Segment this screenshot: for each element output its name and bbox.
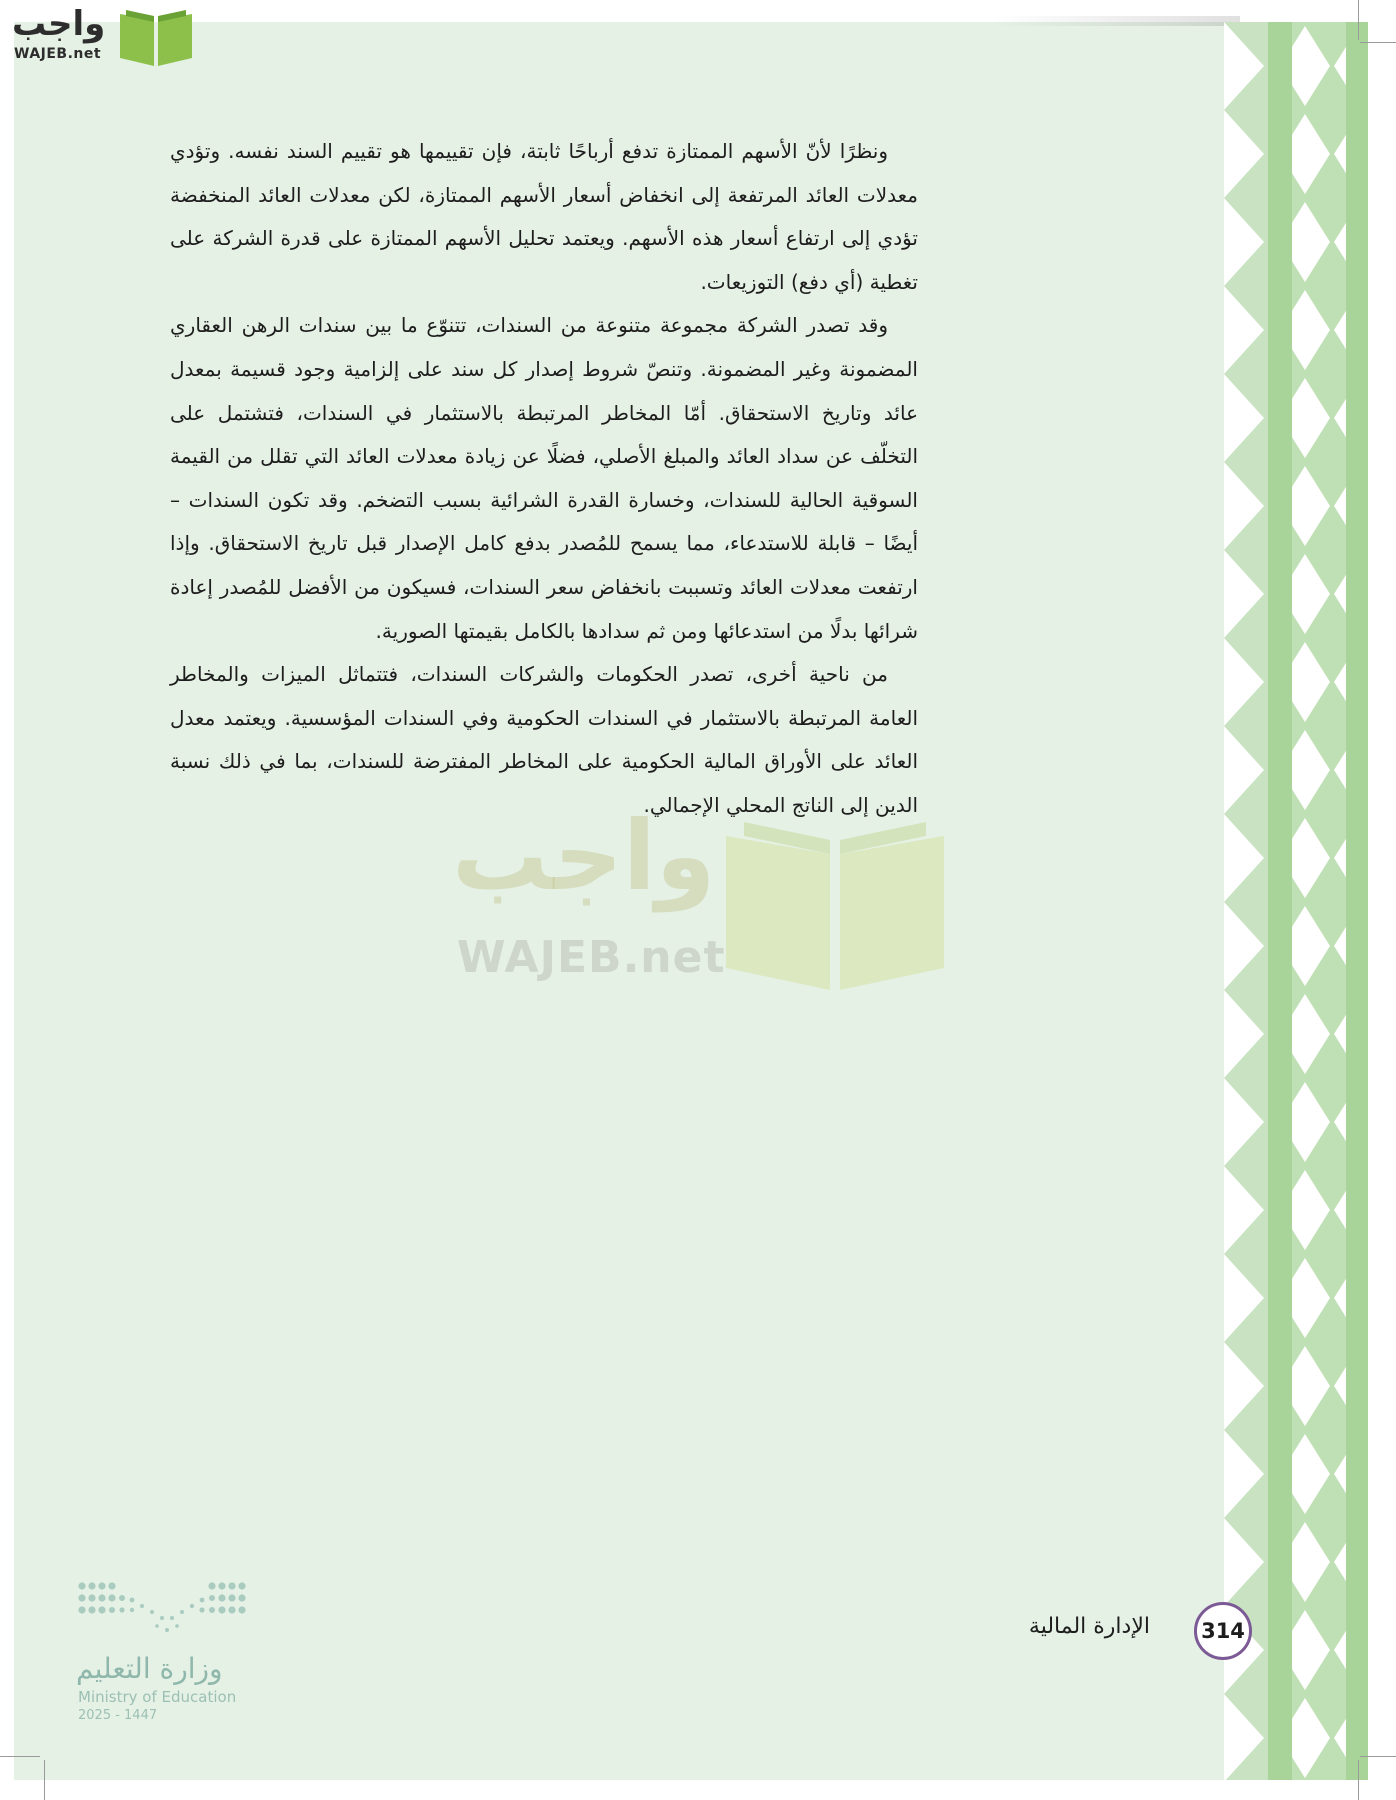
page-number: 314 xyxy=(1201,1619,1245,1643)
logo-english-text: WAJEB.net xyxy=(14,46,102,62)
crop-mark-top-right-v xyxy=(1358,0,1359,40)
body-text xyxy=(170,130,918,828)
open-book-icon xyxy=(116,6,196,68)
paragraph-government-bonds: من ناحية أخرى، تصدر الحكومات والشركات السندات، فتتماثل الميزات والمخاطر العامة المرتبطة بالاستثمار في السندات الحكومية وفي السندات المؤسسية. ويعتمد معدل العائد على الأوراق المالية الحكومية على المخاطر المفترضة للسندات، بما في ذلك نسبة الدين إلى الناتج المحلي الإجمالي. xyxy=(170,662,918,817)
ministry-logo xyxy=(76,1576,266,1736)
watermark-english-text: WAJEB.net xyxy=(457,932,726,983)
ministry-dots-emblem-icon xyxy=(76,1576,252,1646)
page-shadow xyxy=(990,16,1240,26)
ministry-year: 2025 - 1447 xyxy=(78,1708,158,1723)
book-title: الإدارة المالية xyxy=(1028,1614,1150,1639)
paragraph-corporate-bonds: وقد تصدر الشركة مجموعة متنوعة من السندات، تتنوّع ما بين سندات الرهن العقاري المضمونة وغير المضمونة. وتنصّ شروط إصدار كل سند على إلزامية وجود قسيمة بمعدل عائد وتاريخ الاستحقاق. أمّا المخاطر المرتبطة بالاستثمار في السندات، فتشتمل على التخلّف عن سداد العائد والمبلغ الأصلي، فضلًا عن زيادة معدلات العائد التي تقلل من القيمة السوقية الحالية للسندات، وخسارة القدرة الشرائية بسبب التضخم. وقد تكون السندات – أيضًا – قابلة للاستدعاء، مما يسمح للمُصدر بدفع كامل الإصدار قبل تاريخ الاستحقاق. وإذا ارتفعت معدلات العائد وتسببت بانخفاض سعر السندات، فسيكون من الأفضل للمُصدر إعادة شرائها بدلًا من استدعائها ومن ثم سدادها بالكامل بقيمتها الصورية. xyxy=(170,313,918,643)
ministry-english-name: Ministry of Education xyxy=(78,1688,237,1706)
crop-mark-bottom-left-h xyxy=(0,1756,40,1757)
crop-mark-bottom-right-h xyxy=(1360,1756,1396,1757)
site-logo[interactable] xyxy=(8,4,188,68)
page-number-badge xyxy=(1194,1602,1252,1660)
paragraph-preferred-stock: ونظرًا لأنّ الأسهم الممتازة تدفع أرباحًا ثابتة، فإن تقييمها هو تقييم السند نفسه. وتؤدي معدلات العائد المرتفعة إلى انخفاض أسعار الأسهم الممتازة، لكن معدلات العائد المنخفضة تؤدي إلى ارتفاع أسعار هذه الأسهم. ويعتمد تحليل الأسهم الممتازة على قدرة الشركة على تغطية (أي دفع) التوزيعات. xyxy=(170,139,918,294)
crop-mark-top-right-h xyxy=(1360,42,1396,43)
crop-mark-bottom-right-v xyxy=(1358,1760,1359,1800)
logo-arabic-text: واجب xyxy=(12,4,106,44)
crop-mark-bottom-left-v xyxy=(44,1760,45,1800)
decorative-side-band xyxy=(1224,22,1374,1780)
ministry-arabic-name: وزارة التعليم xyxy=(76,1652,223,1685)
watermark-arabic-text: واجب xyxy=(452,800,716,912)
